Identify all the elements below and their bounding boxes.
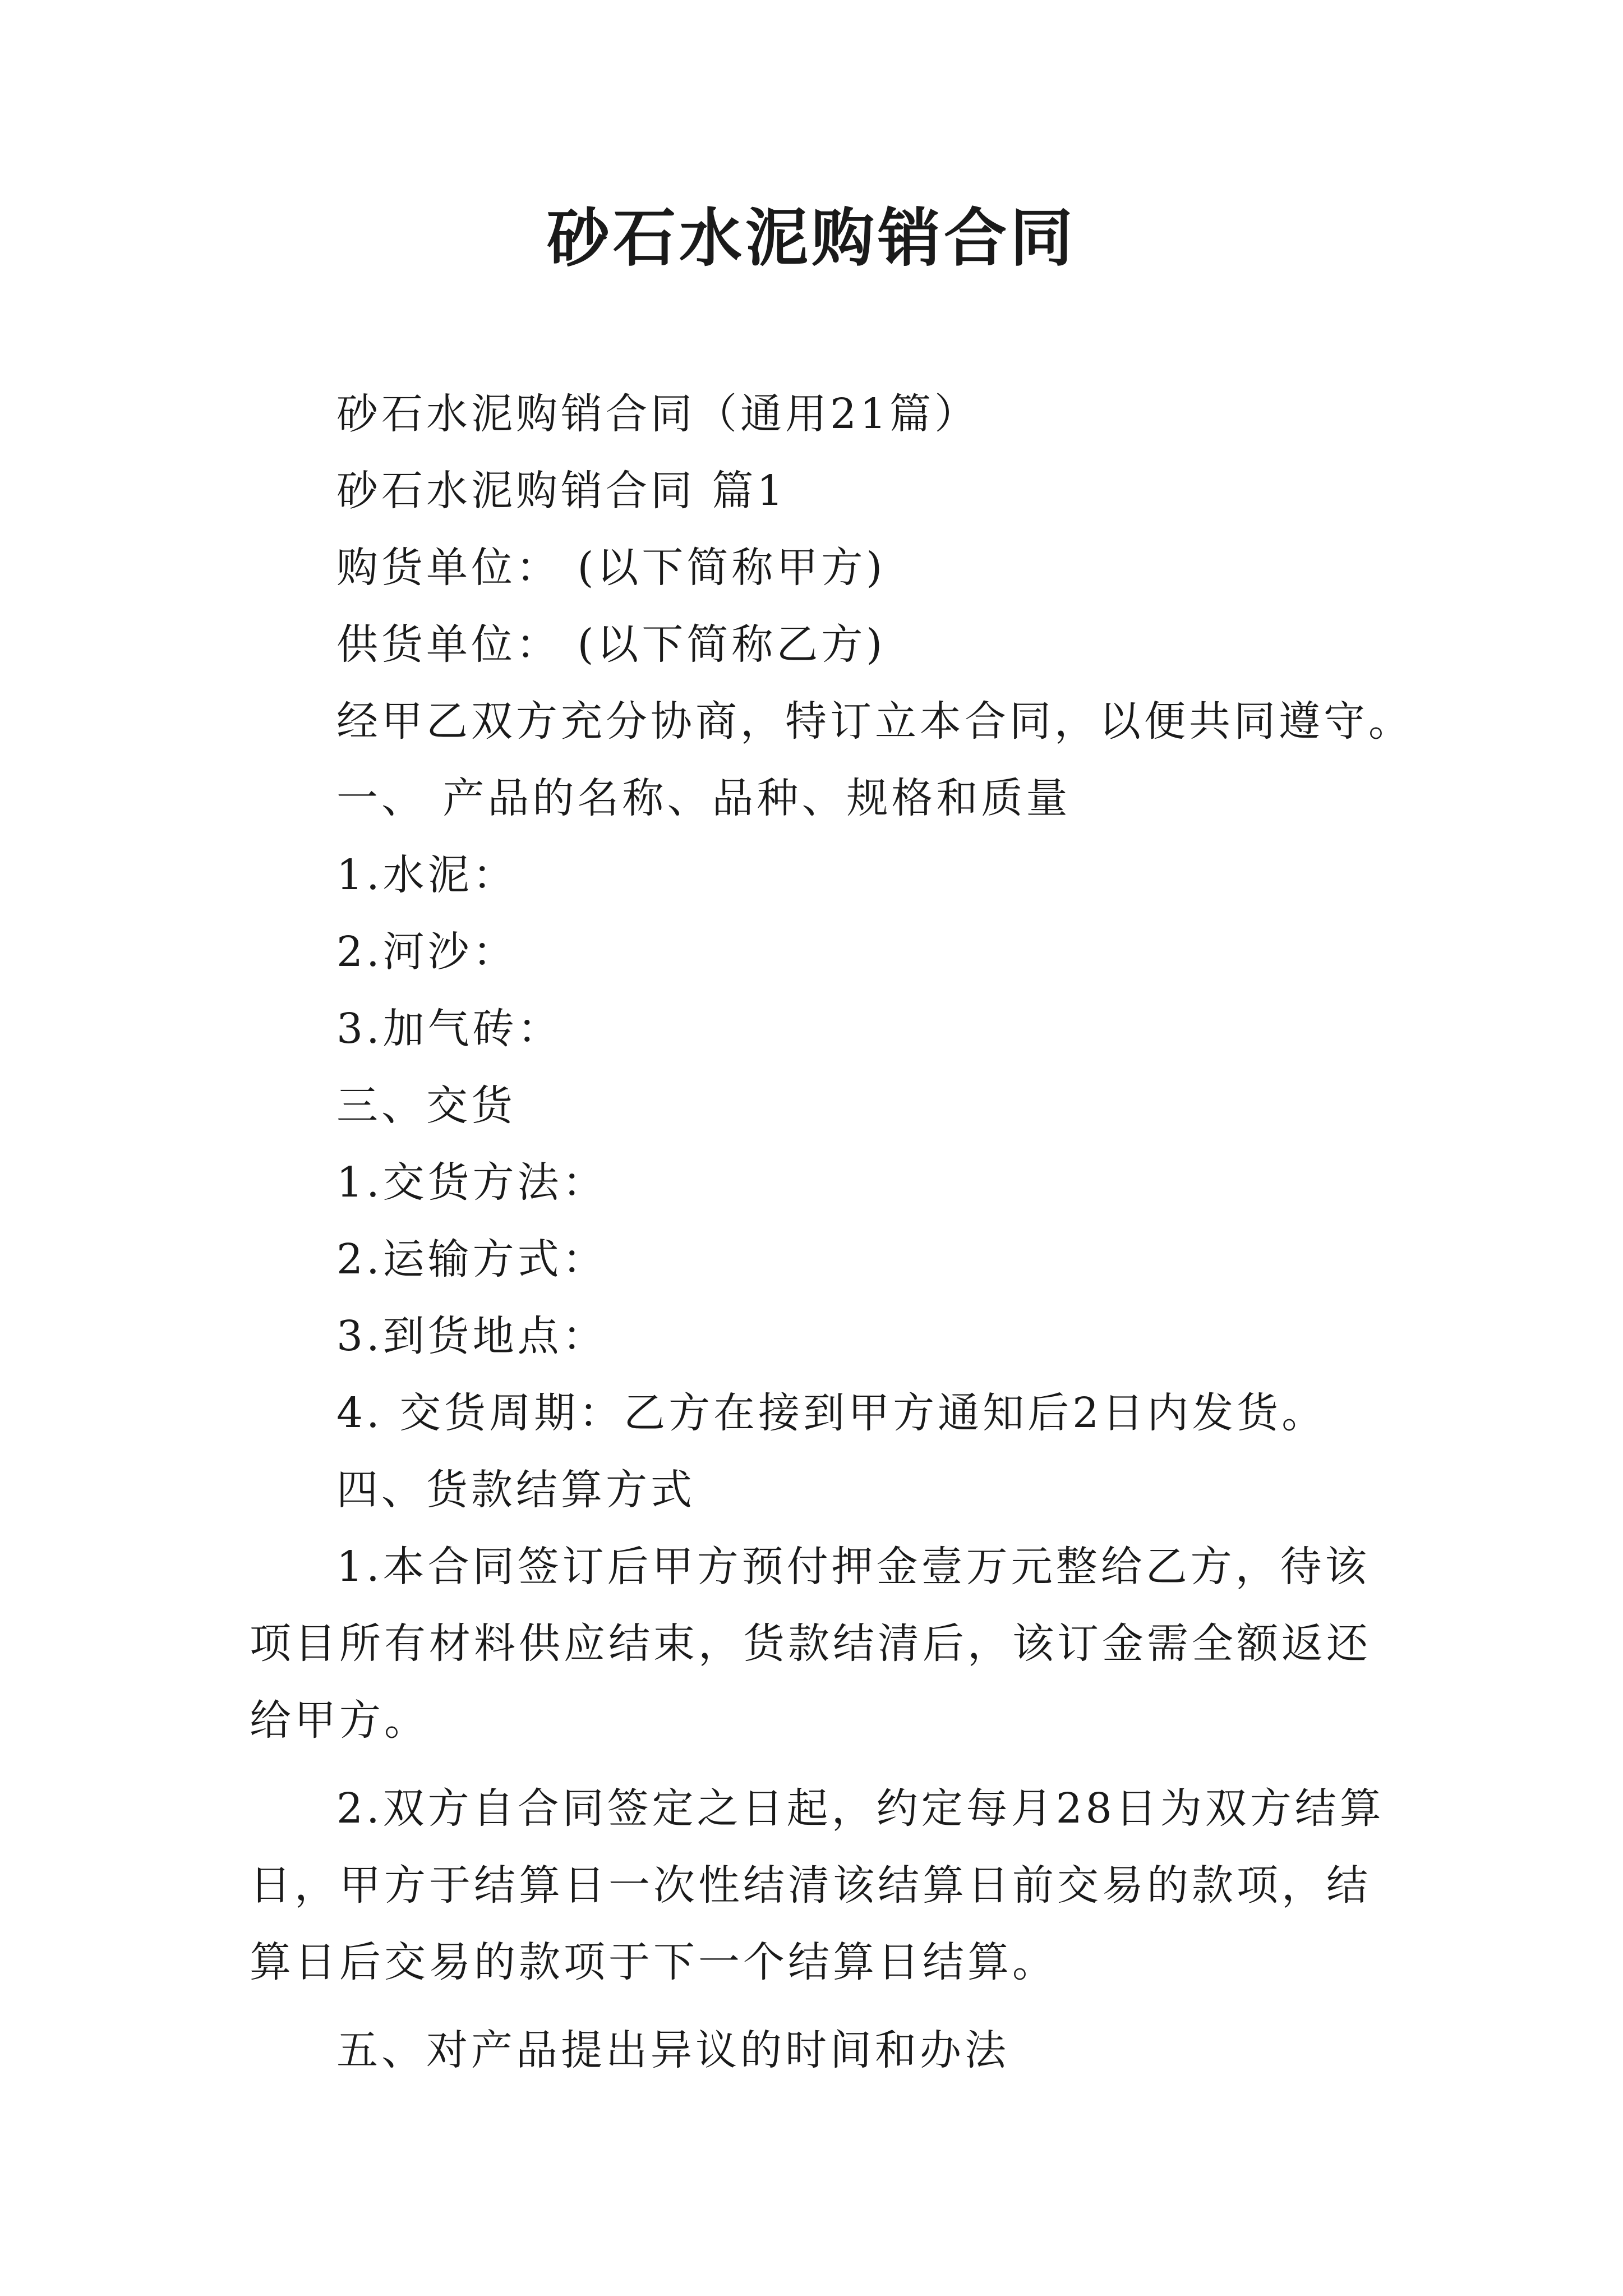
section-heading: 砂石水泥购销合同 篇1 [336,467,787,515]
list-item: 3.到货地点： [336,1312,607,1360]
list-item: 3.加气砖： [336,1005,562,1053]
payment-paragraph: 1.本合同签订后甲方预付押金壹万元整给乙方，待该项目所有材料供应结束，货款结清后，该订金需全额返还给甲方。 [250,1543,1371,1745]
clause-heading: 三、交货 [336,1082,516,1130]
clause-heading: 一、 产品的名称、品种、规格和质量 [336,774,1071,822]
list-item: 2.运输方式： [336,1235,607,1283]
list-item: 1.水泥： [336,851,518,899]
supplier-line: 供货单位： (以下简称乙方) [336,620,886,669]
document-body [250,376,1413,2089]
payment-paragraph: 2.双方自合同签定之日起，约定每月28日为双方结算日，甲方于结算日一次性结清该结算日前交易的款项，结算日后交易的款项于下一个结算日结算。 [250,1784,1385,1986]
clause-heading: 五、对产品提出异议的时间和办法 [336,2026,1009,2074]
list-item: 1.交货方法： [336,1158,607,1207]
paragraph-gap [250,2001,1394,2012]
subtitle-line: 砂石水泥购销合同（通用21篇） [336,390,980,438]
buyer-line: 购货单位： (以下简称甲方) [336,544,886,592]
document-title: 砂石水泥购销合同 [547,201,1076,275]
agreement-line: 经甲乙双方充分协商，特订立本合同，以便共同遵守。 [336,697,1413,746]
paragraph-gap [250,1759,1394,1770]
list-item: 2.河沙： [336,928,518,976]
clause-heading: 四、货款结算方式 [336,1466,695,1514]
list-item: 4. 交货周期：乙方在接到甲方通知后2日内发货。 [336,1389,1327,1437]
